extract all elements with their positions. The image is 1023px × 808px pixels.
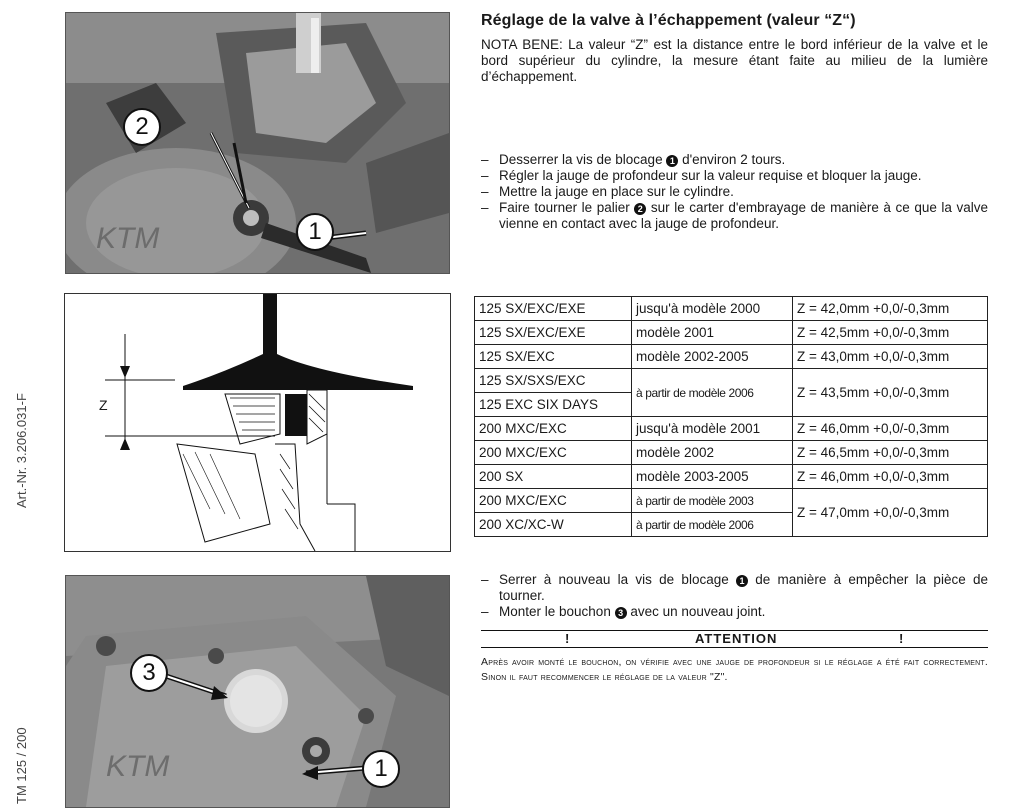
z-cell: Z = 42,0mm +0,0/-0,3mm [792,297,987,321]
year-cell: à partir de modèle 2003 [632,489,793,513]
z-cell: Z = 46,0mm +0,0/-0,3mm [792,417,987,441]
year-cell: jusqu'à modèle 2001 [632,417,793,441]
table-row [475,345,988,369]
table-row [475,369,988,393]
z-cell: Z = 43,5mm +0,0/-0,3mm [792,369,987,417]
attention-heading [481,630,988,648]
table-row [475,465,988,489]
year-cell: modèle 2003-2005 [632,465,793,489]
section-title: Réglage de la valve à l’échappement (valeur “Z“) [481,12,856,29]
z-cell: Z = 43,0mm +0,0/-0,3mm [792,345,987,369]
z-cell: Z = 42,5mm +0,0/-0,3mm [792,321,987,345]
table-row [475,321,988,345]
z-cell: Z = 47,0mm +0,0/-0,3mm [792,489,987,537]
model-cell: 200 SX [475,465,632,489]
table-row [475,417,988,441]
model-cell: 125 SX/EXC/EXE [475,297,632,321]
model-cell: 200 XC/XC-W [475,513,632,537]
model-cell: 200 MXC/EXC [475,417,632,441]
step-item: – Faire tourner le palier 2 sur le carter d'embrayage de manière à ce que la valve vienne en contact avec la jauge de profondeur. [481,200,988,232]
article-number-label: Art.-Nr. 3.206.031-F [14,393,29,508]
closing-steps [481,572,988,620]
callout-badge: 2 [634,203,646,215]
z-dimension-label: Z [99,397,108,413]
year-cell: jusqu'à modèle 2000 [632,297,793,321]
z-cell: Z = 46,5mm +0,0/-0,3mm [792,441,987,465]
year-cell: à partir de modèle 2006 [632,369,793,417]
engine-photo-top [65,12,450,274]
svg-text:KTM: KTM [96,222,160,255]
step-item: – Régler la jauge de profondeur sur la valeur requise et bloquer la jauge. [481,168,988,184]
step-item: – Monter le bouchon 3 avec un nouveau joint. [481,604,988,620]
model-cell: 200 MXC/EXC [475,489,632,513]
attention-label: ATTENTION [695,631,778,646]
z-value-table [474,296,988,537]
year-cell: à partir de modèle 2006 [632,513,793,537]
callout-badge: 1 [666,155,678,167]
model-cell: 125 SX/EXC [475,345,632,369]
table-row [475,489,988,513]
attention-text: Après avoir monté le bouchon, on vérifie avec une jauge de profondeur si le réglage a été fait correctement. Sinon il faut recommencer le réglage de la valeur "Z". [481,656,988,683]
model-cell: 125 EXC SIX DAYS [475,393,632,417]
callout-2-top: 2 [123,108,161,146]
note-paragraph: NOTA BENE: La valeur “Z” est la distance entre le bord inférieur de la valve et le bord supérieur du cylindre, la mesure étant faite au milieu de la lumière d’échappement. [481,37,988,84]
callout-1-bottom: 1 [362,750,400,788]
table-row [475,441,988,465]
step-item: – Desserrer la vis de blocage 1 d'environ 2 tours. [481,152,988,168]
year-cell: modèle 2001 [632,321,793,345]
z-cell: Z = 46,0mm +0,0/-0,3mm [792,465,987,489]
table-row [475,297,988,321]
step-item: – Mettre la jauge en place sur le cylindre. [481,184,988,200]
attention-mark-left: ! [565,631,570,646]
model-cell: 125 SX/SXS/EXC [475,369,632,393]
model-cell: 200 MXC/EXC [475,441,632,465]
procedure-steps [481,152,988,232]
year-cell: modèle 2002-2005 [632,345,793,369]
valve-cross-section-diagram [64,293,451,552]
svg-text:KTM: KTM [106,750,170,783]
callout-1-top: 1 [296,213,334,251]
attention-mark-right: ! [899,631,904,646]
callout-badge: 1 [736,575,748,587]
model-cell: 125 SX/EXC/EXE [475,321,632,345]
step-item: – Serrer à nouveau la vis de blocage 1 de manière à empêcher la pièce de tourner. [481,572,988,604]
callout-badge: 3 [615,607,627,619]
model-range-label: TM 125 / 200 [14,727,29,804]
year-cell: modèle 2002 [632,441,793,465]
callout-3-bottom: 3 [130,654,168,692]
